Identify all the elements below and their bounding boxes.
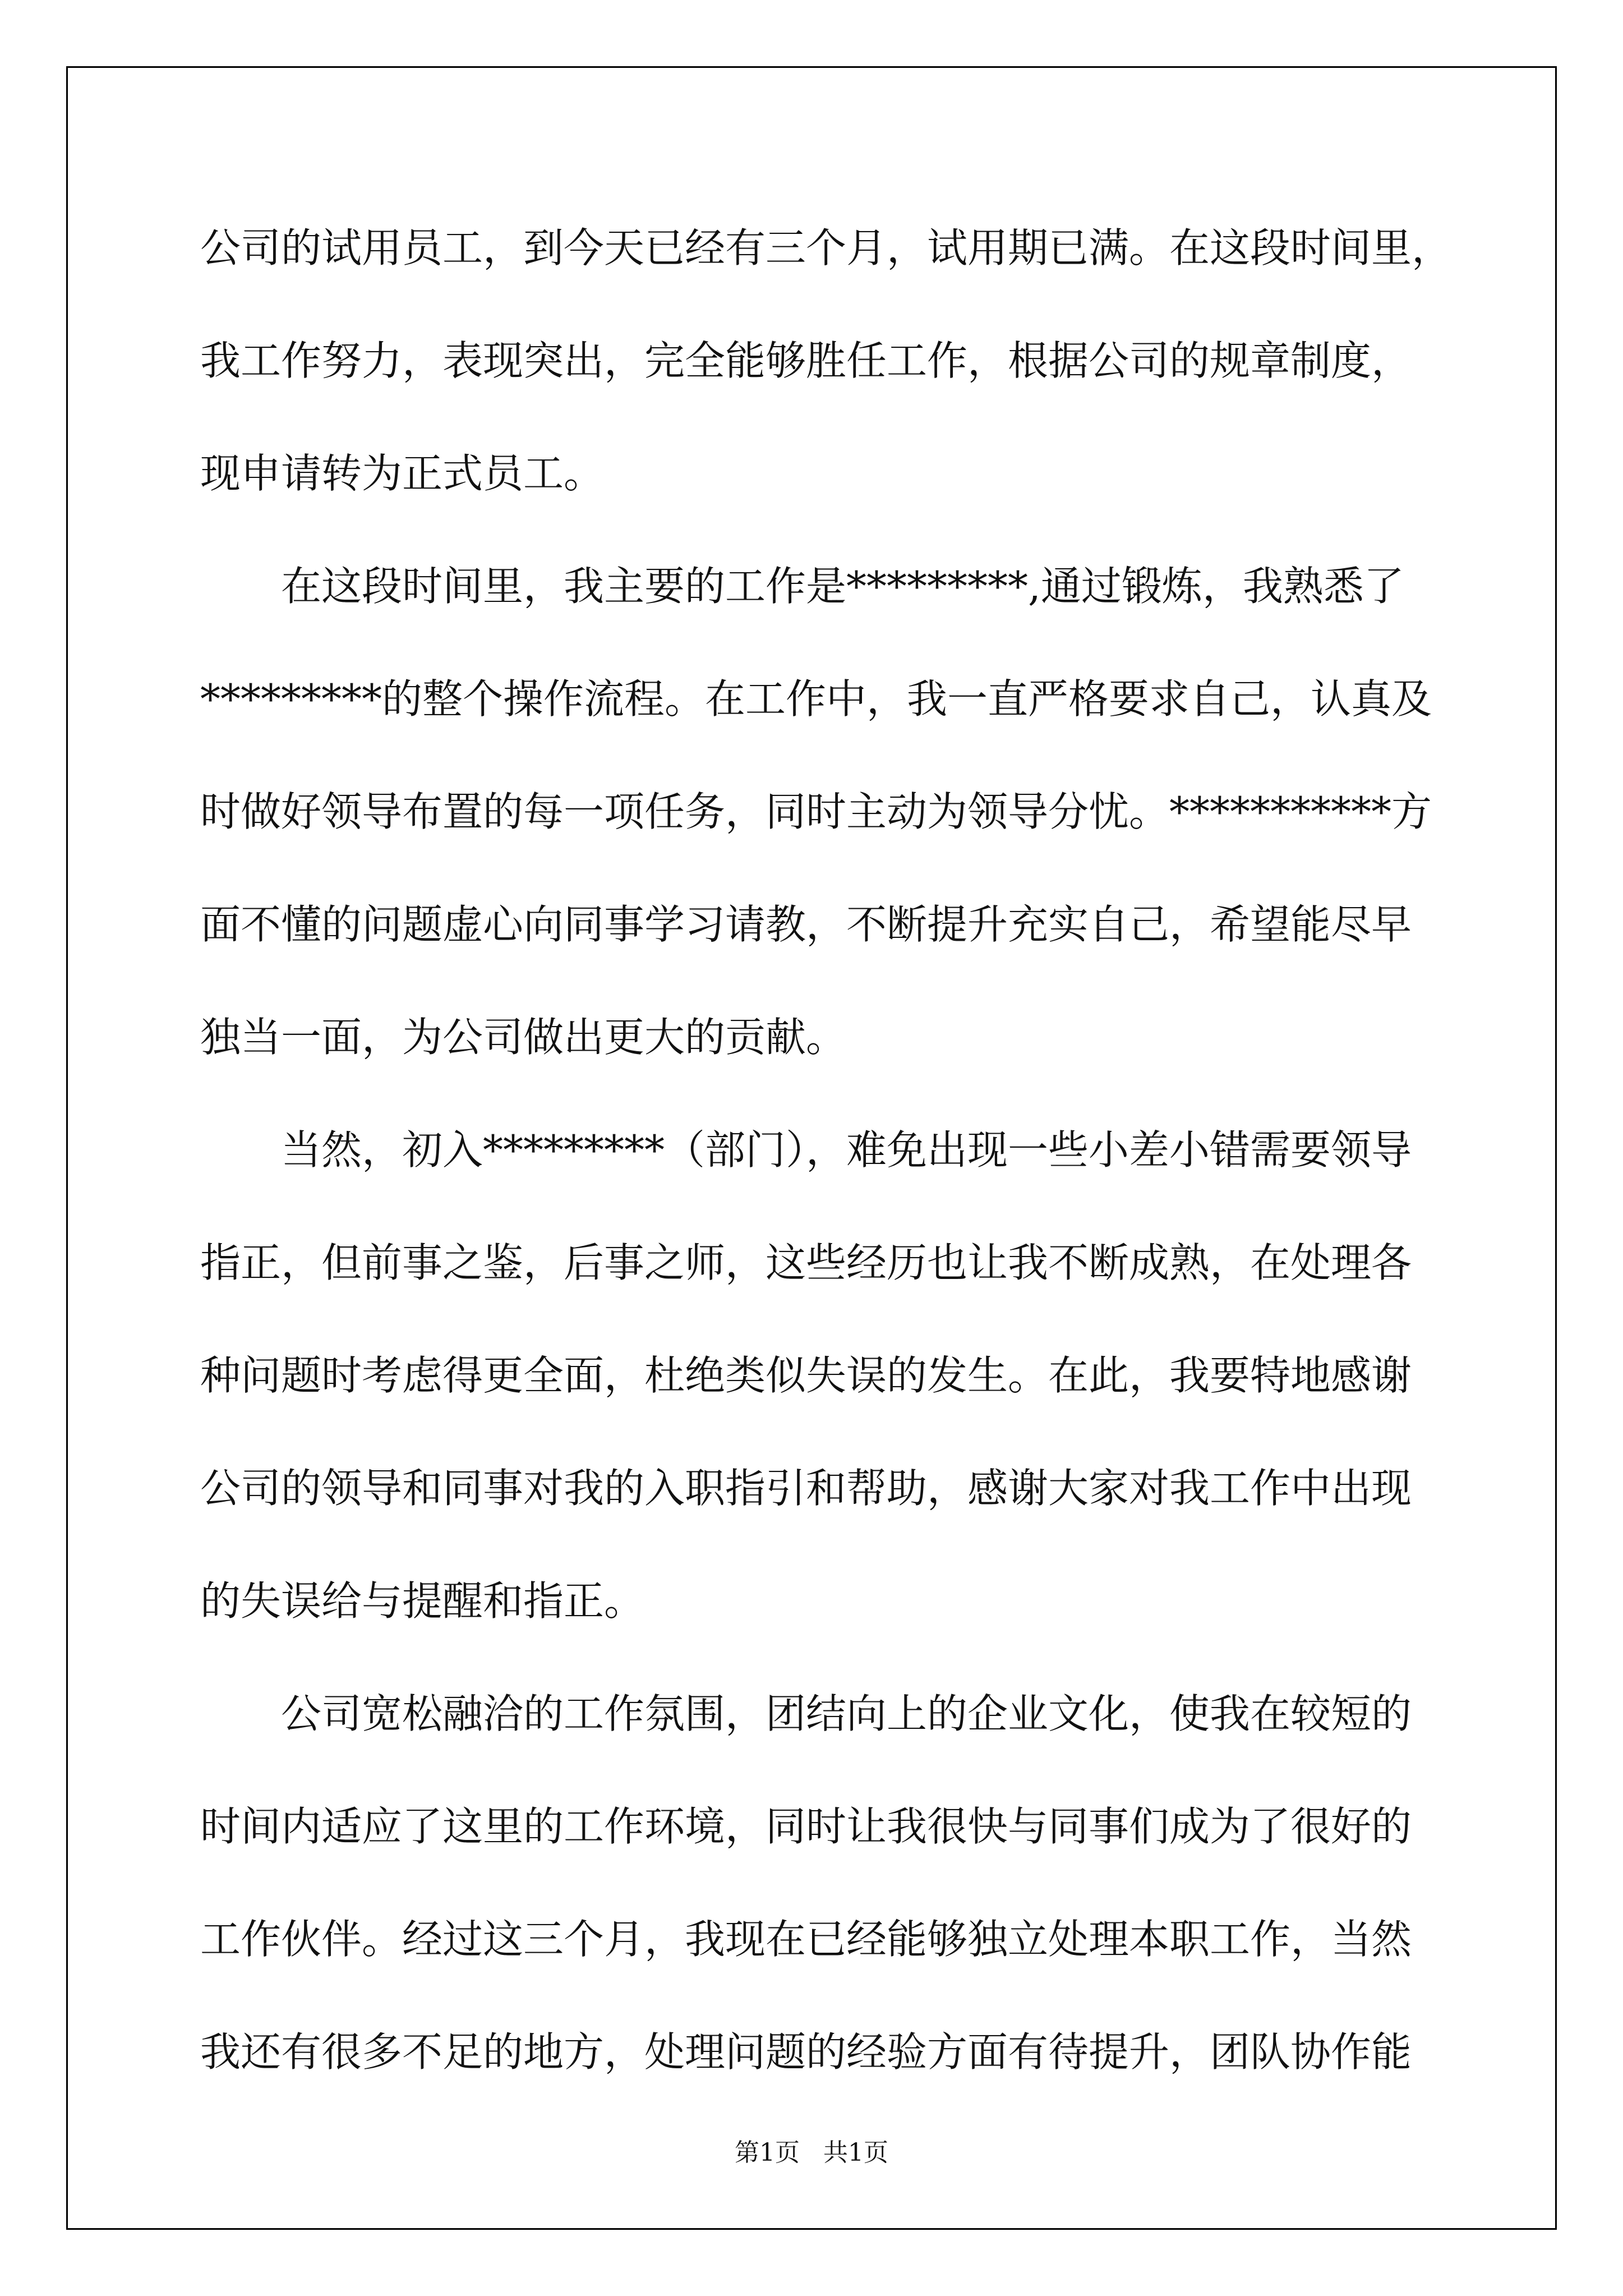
text-line: 独当一面，为公司做出更大的贡献。 — [200, 1014, 847, 1061]
text-line: 公司宽松融洽的工作氛围，团结向上的企业文化，使我在较短的 — [200, 1690, 1412, 1737]
text-line: 种问题时考虑得更全面，杜绝类似失误的发生。在此，我要特地感谢 — [200, 1352, 1412, 1399]
text-line: 现申请转为正式员工。 — [200, 450, 605, 497]
text-line: 在这段时间里，我主要的工作是*********,通过锻炼，我熟悉了 — [200, 563, 1404, 610]
text-line: 时做好领导布置的每一项任务，同时主动为领导分忧。***********方 — [200, 788, 1432, 835]
text-line: *********的整个操作流程。在工作中，我一直严格要求自己，认真及 — [200, 675, 1432, 723]
text-line: 面不懂的问题虚心向同事学习请教，不断提升充实自己，希望能尽早 — [200, 901, 1412, 948]
text-line: 公司的试用员工，到今天已经有三个月，试用期已满。在这段时间里， — [200, 224, 1453, 272]
text-line: 当然，初入*********（部门），难免出现一些小差小错需要领导 — [200, 1126, 1412, 1174]
text-line: 的失误给与提醒和指正。 — [200, 1577, 645, 1625]
text-line: 公司的领导和同事对我的入职指引和帮助，感谢大家对我工作中出现 — [200, 1465, 1412, 1512]
page-number-footer: 第1页 共1页 — [735, 2138, 888, 2167]
text-line: 我还有很多不足的地方，处理问题的经验方面有待提升，团队协作能 — [200, 2028, 1412, 2076]
text-line: 工作伙伴。经过这三个月，我现在已经能够独立处理本职工作，当然 — [200, 1916, 1412, 1963]
text-line: 时间内适应了这里的工作环境，同时让我很快与同事们成为了很好的 — [200, 1803, 1412, 1850]
text-line: 指正，但前事之鉴，后事之师，这些经历也让我不断成熟，在处理各 — [200, 1239, 1412, 1286]
text-line: 我工作努力，表现突出，完全能够胜任工作，根据公司的规章制度， — [200, 337, 1412, 384]
